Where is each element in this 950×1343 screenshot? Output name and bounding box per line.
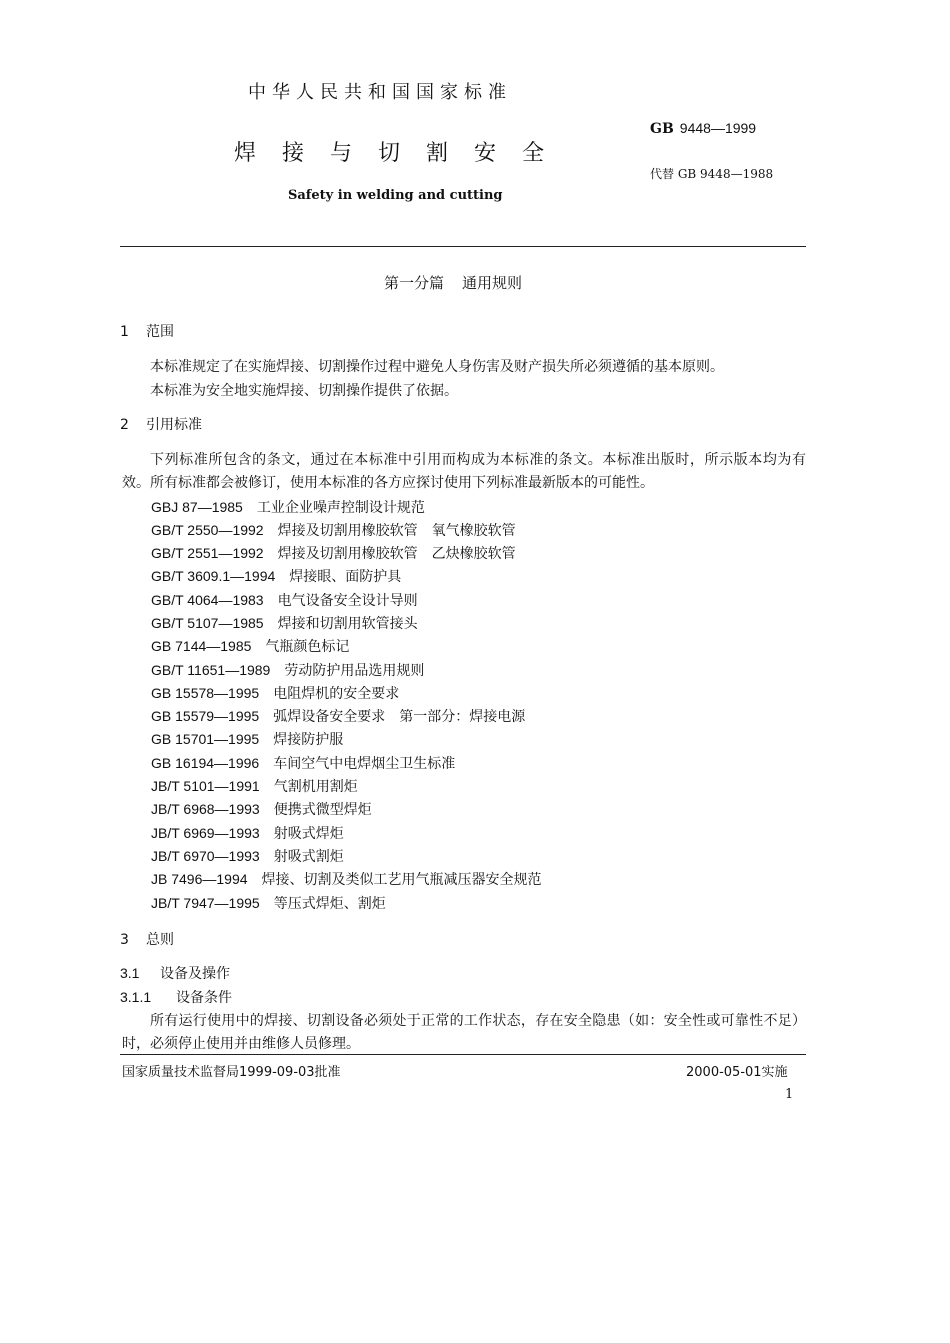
section-number: 2 <box>120 417 129 433</box>
section-number: 3 <box>120 932 129 948</box>
national-standard-heading: 中华人民共和国国家标准 <box>248 82 512 103</box>
reference-item: GB/T 4064—1983 电气设备安全设计导则 <box>151 592 418 609</box>
section-title: 总则 <box>146 932 174 948</box>
reference-item: GBJ 87—1985 工业企业噪声控制设计规范 <box>151 499 425 516</box>
page-number: 1 <box>785 1087 794 1102</box>
footer-divider <box>120 1054 806 1055</box>
reference-item: GB 15578—1995 电阻焊机的安全要求 <box>151 685 400 702</box>
reference-item: GB 15701—1995 焊接防护服 <box>151 731 344 748</box>
reference-item: JB 7496—1994 焊接、切割及类似工艺用气瓶减压器安全规范 <box>151 871 542 888</box>
section-2-intro: 下列标准所包含的条文，通过在本标准中引用而构成为本标准的条文。本标准出版时，所示版本均为有效。所有标准都会被修订，使用本标准的各方应探讨使用下列标准最新版本的可能性。 <box>122 452 806 491</box>
approval-note: 国家质量技术监督局1999-09-03批准 <box>122 1065 341 1080</box>
document-title-en: Safety in welding and cutting <box>288 188 503 203</box>
part-title <box>384 272 522 293</box>
document-title-cn: 焊接与切割安全 <box>234 141 571 166</box>
reference-item: GB/T 5107—1985 焊接和切割用软管接头 <box>151 615 418 632</box>
section-3-1-1-para: 所有运行使用中的焊接、切割设备必须处于正常的工作状态，存在安全隐患（如：安全性或可靠性不足）时，必须停止使用并由维修人员修理。 <box>122 1013 806 1052</box>
section-number: 1 <box>120 324 129 340</box>
reference-item: JB/T 6970—1993 射吸式割炬 <box>151 848 344 865</box>
reference-item: GB/T 11651—1989 劳动防护用品选用规则 <box>151 662 425 679</box>
effective-date: 2000-05-01实施 <box>686 1065 788 1080</box>
section-title: 设备条件 <box>176 990 232 1006</box>
reference-item: GB 7144—1985 气瓶颜色标记 <box>151 638 350 655</box>
standard-prefix: GB <box>650 121 674 137</box>
standard-number <box>650 120 756 137</box>
section-3-1-1-heading <box>120 987 232 1007</box>
section-1-para-1: 本标准规定了在实施焊接、切割操作过程中避免人身伤害及财产损失所必须遵循的基本原则。 <box>150 359 724 375</box>
section-1-para-2: 本标准为安全地实施焊接、切割操作提供了依据。 <box>150 383 458 399</box>
reference-item: JB/T 6968—1993 便携式微型焊炬 <box>151 801 372 818</box>
section-number: 3.1 <box>120 965 140 981</box>
reference-item: GB/T 2551—1992 焊接及切割用橡胶软管 乙炔橡胶软管 <box>151 545 516 562</box>
section-3-heading <box>120 929 174 949</box>
section-title: 范围 <box>146 324 174 340</box>
reference-item: JB/T 5101—1991 气割机用割炬 <box>151 778 358 795</box>
reference-item: GB/T 3609.1—1994 焊接眼、面防护具 <box>151 568 402 585</box>
part-name: 通用规则 <box>462 274 523 292</box>
reference-item: GB 16194—1996 车间空气中电焊烟尘卫生标准 <box>151 755 456 772</box>
section-2-heading <box>120 414 202 434</box>
section-1-heading <box>120 321 174 341</box>
reference-item: GB/T 2550—1992 焊接及切割用橡胶软管 氧气橡胶软管 <box>151 522 516 539</box>
replaces-note: 代替 GB 9448—1988 <box>650 167 774 181</box>
reference-item: GB 15579—1995 弧焊设备安全要求 第一部分：焊接电源 <box>151 708 526 725</box>
part-label: 第一分篇 <box>384 274 445 292</box>
section-number: 3.1.1 <box>120 989 152 1005</box>
reference-item: JB/T 7947—1995 等压式焊炬、割炬 <box>151 895 386 912</box>
header-divider <box>120 246 806 247</box>
reference-item: JB/T 6969—1993 射吸式焊炬 <box>151 825 344 842</box>
standard-code: 9448—1999 <box>679 120 757 136</box>
section-3-1-heading <box>120 963 230 983</box>
section-title: 引用标准 <box>146 417 202 433</box>
section-title: 设备及操作 <box>160 966 230 982</box>
